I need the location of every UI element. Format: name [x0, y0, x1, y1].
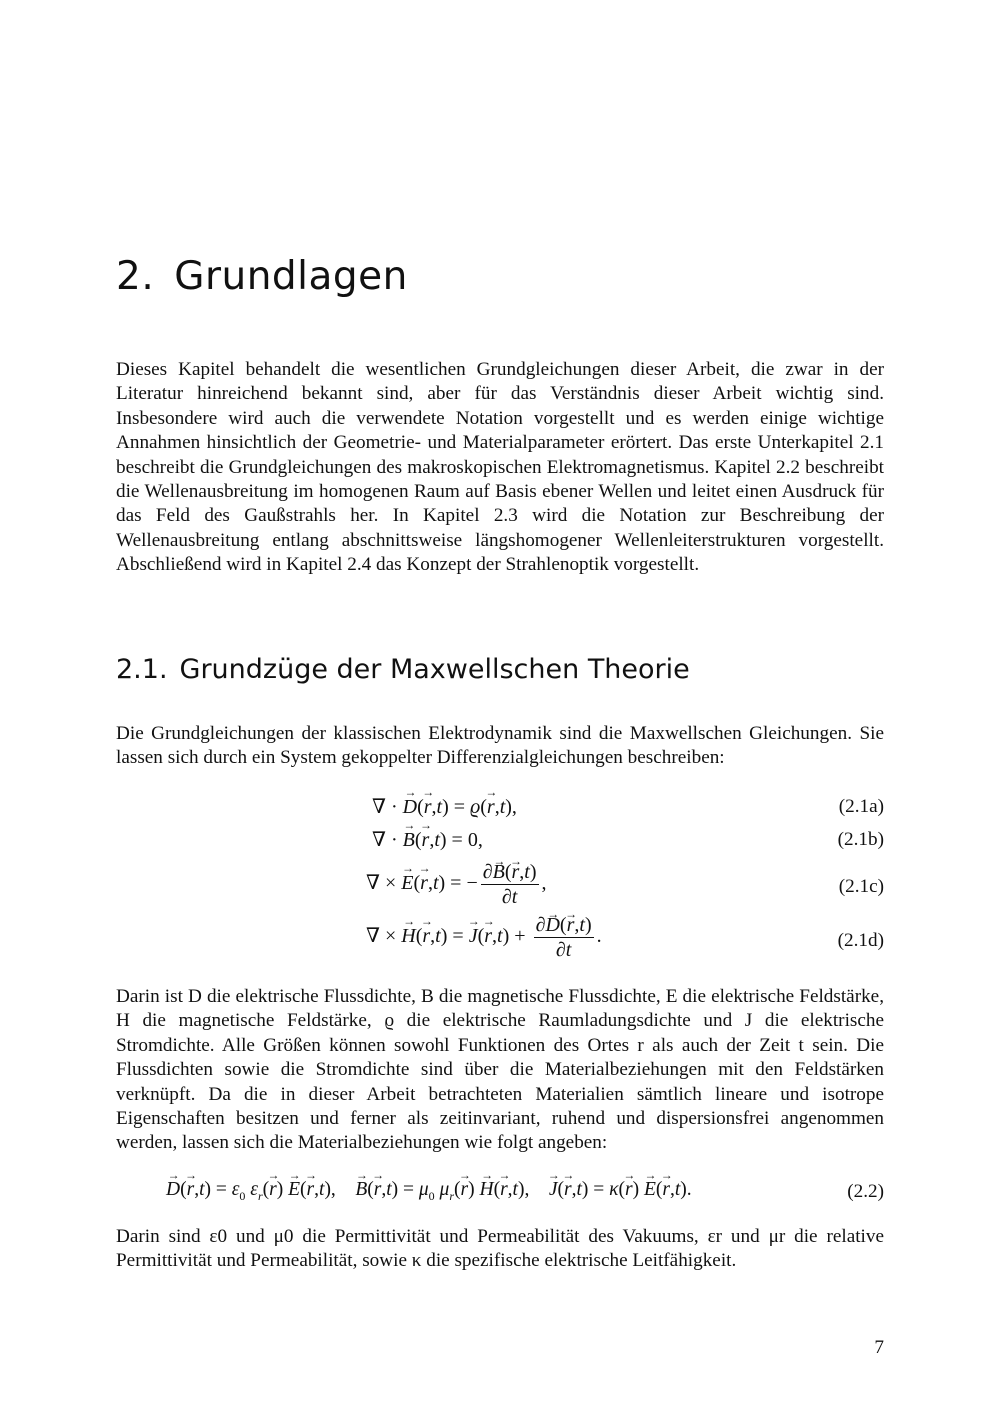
equation-2-1d: ∇ × → H(→ r,t) = → J(→ r,t) + $\frac{\partial\to D(\to r,t)}{\partial t}$ . — [366, 914, 602, 961]
section-paragraph-3: Darin sind ε0 und μ0 die Permittivität und Permeabilität des Vakuums, εr und μr die relative Permittivität und Permeabilität, sowie κ die spezifische elektrische Leitfähigkeit. — [116, 1226, 884, 1272]
equation-number-2-1a: (2.1a) — [838, 796, 884, 817]
equation-2-1c: ∇ × → E(→ r,t) = − $\frac{\partial\to B(\to r,t)}{\partial t}$ , — [366, 861, 547, 908]
chapter-title: Grundlagen — [174, 254, 408, 299]
section-paragraph-2: Darin ist D die elektrische Flussdichte, B die magnetische Flussdichte, E die elektrische Feldstärke, H die magnetische Feldstärke, ϱ die elektrische Raumladungsdichte und J die elektrische Stromdichte. Alle Größen können sowohl Funktionen des Ortes r als auch der Zeit t sein. Die Flussdichten sowie die Stromdichte sind über die Materialbeziehungen mit den Feldstärken verknüpft. Da die in dieser Arbeit betrachteten Materialien sämtlich lineare und isotrope Eigenschaften besitzen und ferner als zeitinvariant, ruhend und dispersionsfrei angenommen werden, lassen sich die Materialbeziehungen wie folgt angeben: — [116, 986, 884, 1154]
chapter-heading — [116, 254, 408, 299]
equation-number-2-2: (2.2) — [847, 1181, 884, 1202]
equation-number-2-1d: (2.1d) — [837, 930, 884, 951]
section-number: 2.1. — [116, 654, 168, 685]
equation-2-2: → $D(\to r,t) = \varepsilon_0$ $\varepsilon_r(\to r) \to E(\to r,t)$, → $B(\to r,t) = \mu_0$ $\mu_r(\to r) \to H(\to r,t)$, → J(→ r,t) = κ(→ r) → E(→ r,t). — [166, 1179, 692, 1204]
section-title: Grundzüge der Maxwellschen Theorie — [179, 654, 690, 685]
intro-paragraph: Dieses Kapitel behandelt die wesentlichen Grundgleichungen dieser Arbeit, die zwar in der Literatur hinreichend bekannt sind, aber für das Verständnis dieser Arbeit wichtig sind. Insbesondere wird auch die verwendete Notation vorgestellt und es werden einige wichtige Annahmen hinsichtlich der Geometrie- und Materialparameter erörtert. Das erste Unterkapitel 2.1 beschreibt die Grundgleichungen des makroskopischen Elektromagnetismus. Kapitel 2.2 beschreibt die Wellenausbreitung im homogenen Raum auf Basis ebener Wellen und leitet einen Ausdruck für das Feld des Gaußstrahls her. In Kapitel 2.3 wird die Notation zur Beschreibung der Wellenausbreitung entlang abschnittsweise längshomogener Wellenleiterstrukturen vorgestellt. Abschließend wird in Kapitel 2.4 das Konzept der Strahlenoptik vorgestellt. — [116, 359, 884, 576]
equation-number-2-1c: (2.1c) — [838, 876, 884, 897]
equation-number-2-1b: (2.1b) — [837, 829, 884, 850]
equation-2-1b: ∇ · → B(→ r,t) = 0, — [372, 827, 483, 852]
chapter-number: 2. — [116, 254, 155, 299]
page-number: 7 — [874, 1337, 884, 1358]
section-heading — [116, 654, 690, 685]
section-paragraph-1: Die Grundgleichungen der klassischen Elektrodynamik sind die Maxwellschen Gleichungen. Sie lassen sich durch ein System gekoppelter Differenzialgleichungen beschreiben: — [116, 723, 884, 769]
equation-2-1a: ∇ · → D(→ r,t) = ϱ(→ r,t), — [372, 794, 517, 819]
